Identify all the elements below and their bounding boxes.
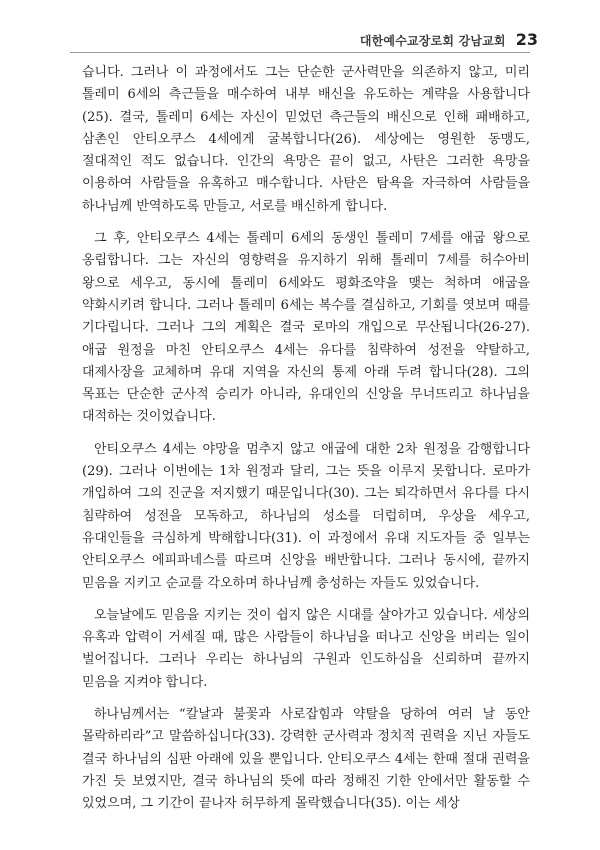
page-number: 23 [515,30,538,49]
paragraph: 안티오쿠스 4세는 야망을 멈추지 않고 애굽에 대한 2차 원정을 감행합니다(29). 그러나 이번에는 1차 원정과 달리, 그는 뜻을 이루지 못합니다. 로마가 개입하여 그의 진군을 저지했기 때문입니다(30). 그는 퇴각하면서 유다를 다시 침략하여 성전을 모독하고, 하나님의 성소를 더럽히며, 우상을 세우고, 유대인들을 극심하게 박해합니다(31). 이 과정에서 유대 지도자들 중 일부는 안티오쿠스 에피파네스를 따르며 신앙을 배반합니다. 그러나 동시에, 끝까지 믿음을 지키고 순교를 각오하며 하나님께 충성하는 자들도 있었습니다. [82,441,530,591]
header-divider [70,52,530,53]
paragraph: 그 후, 안티오쿠스 4세는 톨레미 6세의 동생인 톨레미 7세를 애굽 왕으로 옹립합니다. 그는 자신의 영향력을 유지하기 위해 톨레미 7세를 허수아비 왕으로 세우고, 동시에 톨레미 6세와도 평화조약을 맺는 척하며 애굽을 약화시키려 합니다. 그러나 톨레미 6세는 복수를 결심하고, 기회를 엿보며 때를 기다립니다. 그러나 그의 계획은 결국 로마의 개입으로 무산됩니다(26-27). 애굽 원정을 마친 안티오쿠스 4세는 유다를 침략하여 성전을 약탈하고, 대제사장을 교체하며 유대 지역을 자신의 통제 아래 두려 합니다(28). 그의 목표는 단순한 군사적 승리가 아니라, 유대인의 신앙을 무너뜨리고 하나님을 대적하는 것이었습니다. [82,231,530,425]
paragraph: 하나님께서는 “칼날과 불꽃과 사로잡힘과 약탈을 당하여 여러 날 동안 몰락하리라”고 말씀하십니다(33). 강력한 군사력과 정치적 권력을 지닌 자들도 결국 하나님의 심판 아래에 있을 뿐입니다. 안티오쿠스 4세는 한때 절대 권력을 가진 듯 보였지만, 결국 하나님의 뜻에 따라 정해진 기한 안에서만 활동할 수 있었으며, 그 기간이 끝나자 허무하게 몰락했습니다(35). 이는 세상 [82,707,530,812]
paragraph: 습니다. 그러나 이 과정에서도 그는 단순한 군사력만을 의존하지 않고, 미리 톨레미 6세의 측근들을 매수하여 내부 배신을 유도하는 계략을 사용합니다(25). 결국, 톨레미 6세는 자신이 믿었던 측근들의 배신으로 인해 패배하고, 삼촌인 안티오쿠스 4세에게 굴복합니다(26). 세상에는 영원한 동맹도, 절대적인 적도 없습니다. 인간의 욕망은 끝이 없고, 사탄은 그러한 욕망을 이용하여 사람들을 유혹하고 매수합니다. 사탄은 탐욕을 자극하여 사람들을 하나님께 반역하도록 만들고, 서로를 배신하게 합니다. [82,65,530,214]
running-header [360,30,538,49]
church-name: 대한예수교장로회 강남교회 [359,34,506,48]
body-text [82,62,530,816]
paragraph: 오늘날에도 믿음을 지키는 것이 쉽지 않은 시대를 살아가고 있습니다. 세상의 유혹과 압력이 거세질 때, 많은 사람들이 하나님을 떠나고 신앙을 버리는 일이 벌어집니다. 그러나 우리는 하나님의 구원과 인도하심을 신뢰하며 끝까지 믿음을 지켜야 합니다. [82,607,530,690]
